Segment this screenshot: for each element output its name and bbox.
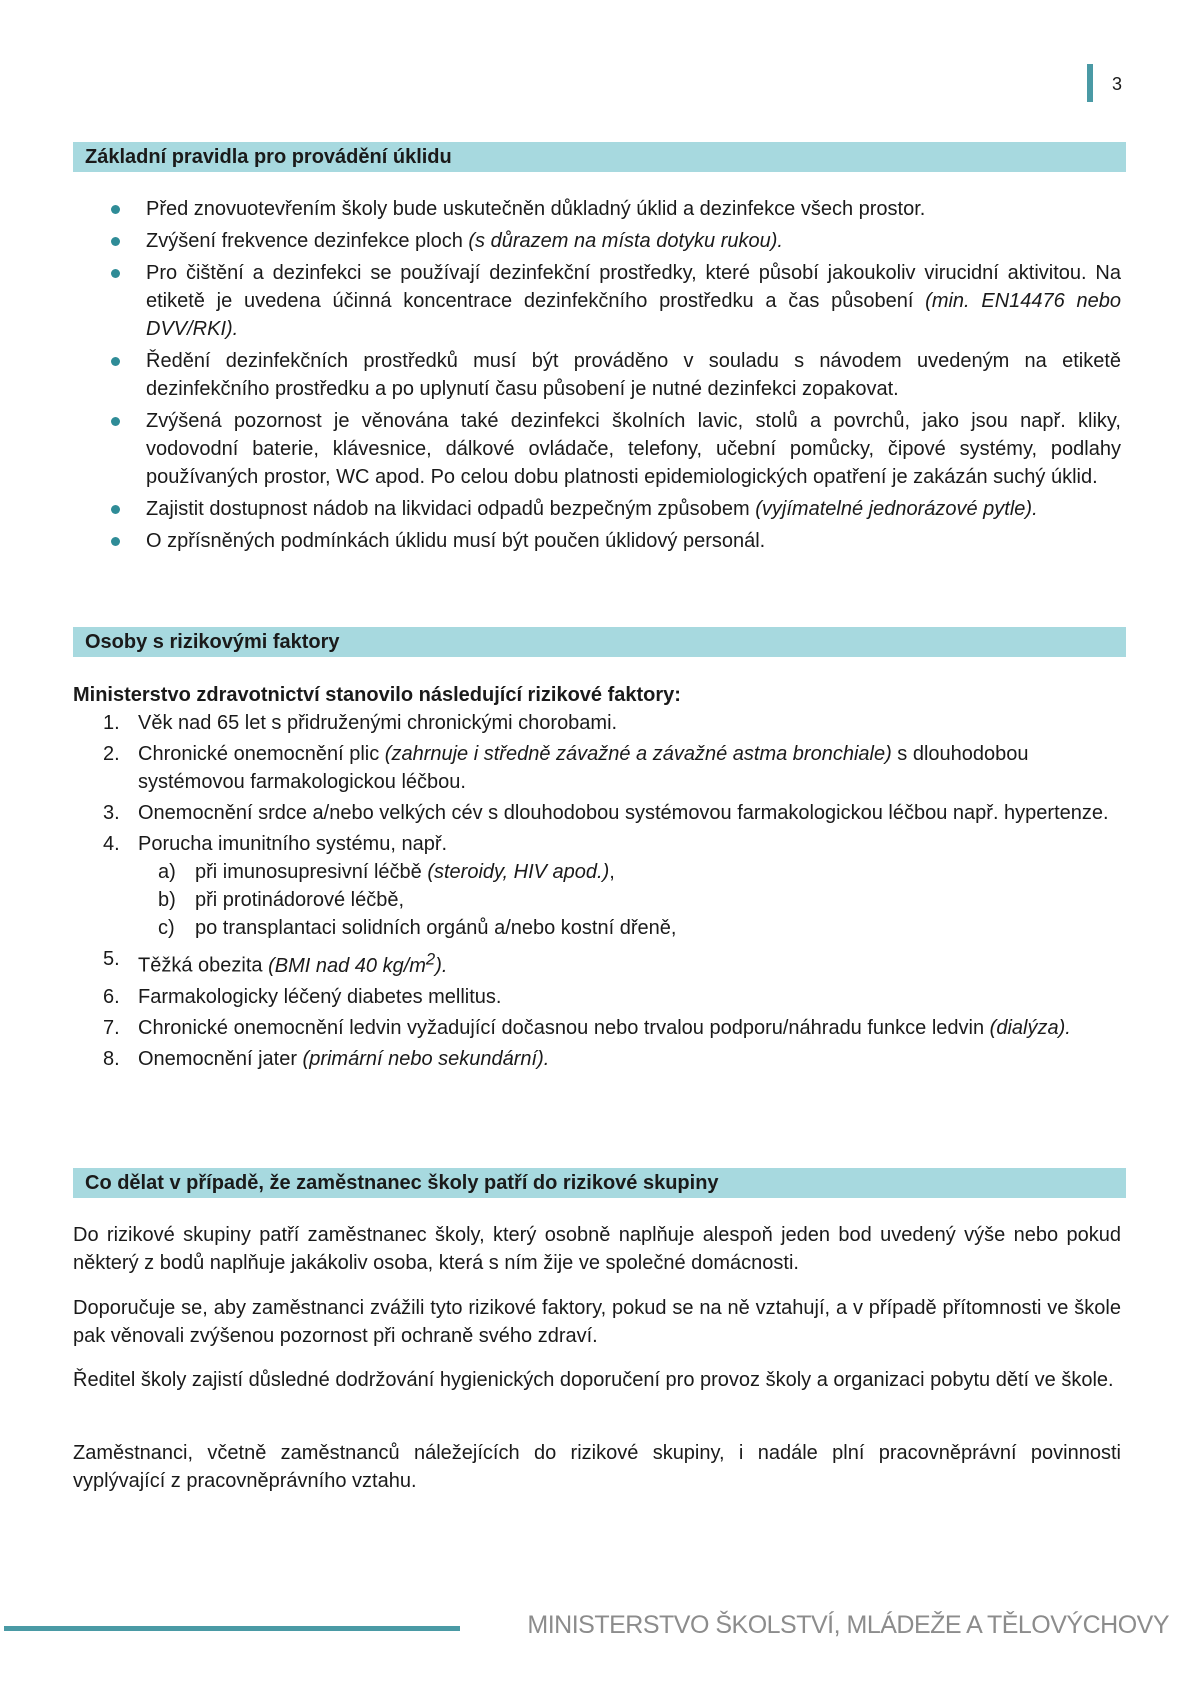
list-item: 7. Chronické onemocnění ledvin vyžadující dočasnou nebo trvalou podporu/náhradu funkce ledvin (dialýza).: [103, 1016, 1071, 1039]
section-heading-risk-factors: Osoby s rizikovými faktory: [73, 627, 1126, 657]
section-heading-cleaning: Základní pravidla pro provádění úklidu: [73, 142, 1126, 172]
bullet-icon: [111, 537, 120, 546]
list-item: Pro čištění a dezinfekci se používají dezinfekční prostředky, které působí jakoukoliv virucidní aktivitou. Na etiketě je uvedena účinná koncentrace dezinfekčního prostředku a čas působení (min. EN14476 nebo DVV/RKI).: [73, 259, 1121, 343]
bullet-icon: [111, 505, 120, 514]
list-item: 8. Onemocnění jater (primární nebo sekundární).: [103, 1047, 550, 1070]
bullet-icon: [111, 237, 120, 246]
bullet-icon: [111, 357, 120, 366]
list-item: 5. Těžká obezita (BMI nad 40 $kg/m^2$).: [103, 948, 448, 977]
paragraph-recommendation: Doporučuje se, aby zaměstnanci zvážili tyto rizikové faktory, pokud se na ně vztahují, a v případě přítomnosti ve škole pak věnovali zvýšenou pozornost při ochraně svého zdraví.: [73, 1297, 1121, 1347]
list-item: 3. Onemocnění srdce a/nebo velkých cév s dlouhodobou systémovou farmakologickou léčbou např. hypertenze.: [103, 802, 1109, 824]
bullet-icon: [111, 205, 120, 214]
list-item: Zvýšená pozornost je věnována také dezinfekci školních lavic, stolů a povrchů, jako jsou např. kliky, vodovodní baterie, klávesnice, dálkové ovládače, telefony, učební pomůcky, čipové systémy, podlahy používaných prostor, WC apod. Po celou dobu platnosti epidemiologických opatření je zakázán suchý úklid.: [73, 407, 1121, 491]
list-item: 1. Věk nad 65 let s přidruženými chronickými chorobami.: [103, 712, 618, 734]
sub-list-item: b) při protinádorové léčbě,: [158, 889, 405, 911]
list-item: 4. Porucha imunitního systému, např. a) při imunosupresivní léčbě (steroidy, HIV apod.), b) při protinádorové léčbě, c) po transplantaci solidních orgánů a/nebo kostní dřeně,: [73, 830, 1121, 942]
list-item: Ředění dezinfekčních prostředků musí být prováděno v souladu s návodem uvedeným na etiketě dezinfekčního prostředku a po uplynutí času působení je nutné dezinfekci zopakovat.: [73, 347, 1121, 403]
cleaning-rules-list: [73, 195, 1121, 559]
list-item: Před znovuotevřením školy bude uskutečněn důkladný úklid a dezinfekce všech prostor.: [73, 195, 1121, 223]
list-item: 2. Chronické onemocnění plic (zahrnuje i středně závažné a závažné astma bronchiale) s dlouhodobou systémovou farmakologickou léčbou.: [103, 743, 1029, 793]
sub-list-item: a) při imunosupresivní léčbě (steroidy, HIV apod.),: [158, 861, 615, 883]
sub-list-item: c) po transplantaci solidních orgánů a/nebo kostní dřeně,: [158, 917, 677, 939]
paragraph-director: Ředitel školy zajistí důsledné dodržování hygienických doporučení pro provoz školy a organizaci pobytu dětí ve škole.: [73, 1369, 1114, 1391]
page-number: 3: [1112, 74, 1123, 94]
list-item: O zpřísněných podmínkách úklidu musí být poučen úklidový personál.: [73, 527, 1121, 555]
paragraph-employees: Zaměstnanci, včetně zaměstnanců náležejících do rizikové skupiny, i nadále plní pracovněprávní povinnosti vyplývající z pracovněprávního vztahu.: [73, 1442, 1121, 1492]
bullet-icon: [111, 269, 120, 278]
section-heading-employee-risk: Co dělat v případě, že zaměstnanec školy patří do rizikové skupiny: [73, 1168, 1126, 1198]
paragraph-risk-group: Do rizikové skupiny patří zaměstnanec školy, který osobně naplňuje alespoň jeden bod uvedený výše nebo pokud některý z bodů naplňuje jakákoliv osoba, která s ním žije ve společné domácnosti.: [73, 1224, 1121, 1274]
page-marker-bar: [1087, 64, 1093, 102]
footer-accent-line: [4, 1626, 460, 1631]
immune-disorder-sublist: [138, 858, 1121, 942]
list-item: 6. Farmakologicky léčený diabetes mellitus.: [103, 985, 502, 1008]
list-item: Zvýšení frekvence dezinfekce ploch (s důrazem na místa dotyku rukou).: [73, 227, 1121, 255]
bullet-icon: [111, 417, 120, 426]
footer-ministry-name: MINISTERSTVO ŠKOLSTVÍ, MLÁDEŽE A TĚLOVÝCHOVY: [527, 1611, 1169, 1639]
risk-factors-list: [73, 709, 1121, 1076]
risk-factors-intro: Ministerstvo zdravotnictví stanovilo následující rizikové faktory:: [73, 684, 681, 706]
list-item: Zajistit dostupnost nádob na likvidaci odpadů bezpečným způsobem (vyjímatelné jednorázové pytle).: [73, 495, 1121, 523]
